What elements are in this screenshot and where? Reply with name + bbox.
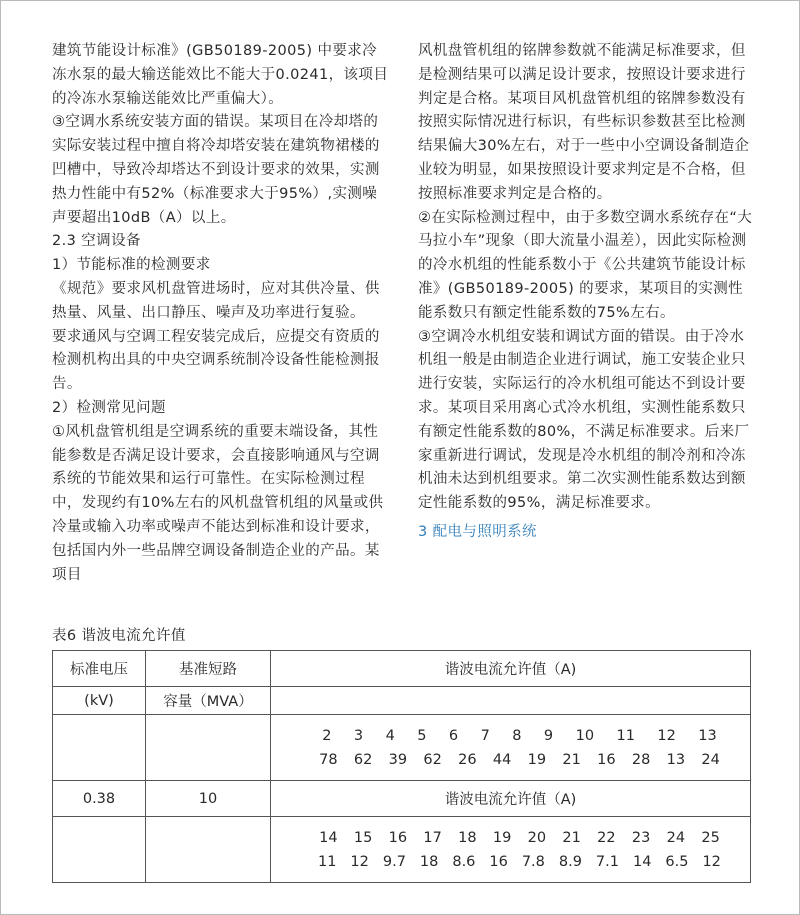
harmonic-values-row <box>271 752 750 768</box>
harmonic-order: 12 <box>657 727 676 744</box>
empty-cell <box>53 715 146 781</box>
harmonic-orders-row <box>271 728 750 744</box>
harmonic-values-row <box>271 854 750 870</box>
harmonic-value: 16 <box>489 853 508 870</box>
empty-cell <box>146 715 271 781</box>
capacity-value: 10 <box>146 781 271 817</box>
harmonic-orders-row <box>271 830 750 846</box>
paragraph: 风机盘管机组的铭牌参数就不能满足标准要求，但是检测结果可以满足设计要求，按照设计要求进行判定是合格。某项目风机盘管机组的铭牌参数没有按照实际情况进行标识，有些标识参数甚至比检测结果偏大30%左右，对于一些中小空调设备制造企业较为明显，如果按照设计要求判定是不合格，但按照标准要求判定是合格的。 <box>418 43 750 202</box>
subheading: 1）节能标准的检测要求 <box>52 257 211 274</box>
harmonic-order: 14 <box>319 829 338 846</box>
subsection-heading: 2.3 空调设备 <box>52 233 141 250</box>
harmonic-order: 8 <box>512 727 522 744</box>
harmonic-order: 19 <box>492 829 512 846</box>
harmonic-order: 24 <box>666 829 686 846</box>
harmonic-value: 26 <box>458 751 477 768</box>
harmonic-value: 44 <box>492 751 512 768</box>
harmonic-order: 3 <box>353 727 364 744</box>
harmonic-value: 7.1 <box>595 853 619 870</box>
harmonic-order: 18 <box>458 829 477 846</box>
harmonic-order: 7 <box>480 727 490 744</box>
harmonic-value: 62 <box>353 751 373 768</box>
harmonic-value: 11 <box>317 853 337 870</box>
section-heading: 3 配电与照明系统 <box>418 523 537 540</box>
harmonic-block-1 <box>271 715 751 781</box>
subheading: 2）检测常见问题 <box>52 399 166 416</box>
harmonic-order: 16 <box>388 829 408 846</box>
paragraph: 《规范》要求风机盘管进场时，应对其供冷量、供热量、风量、出口静压、噪声及功率进行复验。 <box>52 280 380 321</box>
left-column <box>52 40 390 587</box>
harmonic-value: 8.6 <box>452 853 476 870</box>
harmonic-order: 15 <box>353 829 373 846</box>
harmonic-current-table <box>52 650 751 883</box>
harmonic-value: 78 <box>319 751 338 768</box>
paragraph: ①风机盘管机组是空调系统的重要末端设备，其性能参数是否满足设计要求，会直接影响通风与空调系统的节能效果和运行可靠性。在实际检测过程中，发现约有10%左右的风机盘管机组的风量或供冷量或输入功率或噪声不能达到标准和设计要求，包括国内外一些品牌空调设备制造企业的产品。某项目 <box>52 423 384 583</box>
harmonic-order: 17 <box>423 829 442 846</box>
header-harmonic: 谐波电流允许值（A) <box>271 651 751 687</box>
harmonic-value: 18 <box>419 853 439 870</box>
harmonic-order: 2 <box>322 727 332 744</box>
harmonic-order: 11 <box>616 727 635 744</box>
harmonic-value: 16 <box>597 751 616 768</box>
paragraph: ③空调水系统安装方面的错误。某项目在冷却塔的实际安装过程中擅自将冷却塔安装在建筑物裙楼的凹槽中，导致冷却塔达不到设计要求的效果，实测热力性能中有52%（标准要求大于95%）,实测噪声要超出10dB（A）以上。 <box>52 114 380 226</box>
harmonic-order: 4 <box>385 727 395 744</box>
paragraph: 建筑节能设计标准》(GB50189-2005) 中要求冷冻水泵的最大输送能效比不能大于0.0241，该项目的冷冻水泵输送能效比严重偏大）。 <box>52 43 389 107</box>
harmonic-value: 12 <box>350 853 369 870</box>
header-capacity: 基准短路 <box>146 651 271 687</box>
header-voltage-unit: (kV) <box>53 687 146 715</box>
harmonic-value: 28 <box>631 751 651 768</box>
empty-cell <box>53 817 146 883</box>
harmonic-value: 39 <box>388 751 408 768</box>
harmonic-order: 25 <box>701 829 720 846</box>
harmonic-value: 13 <box>666 751 686 768</box>
harmonic-order: 13 <box>698 727 717 744</box>
harmonic-value: 7.8 <box>521 853 545 870</box>
harmonic-order: 23 <box>631 829 651 846</box>
harmonic-value: 9.7 <box>382 853 406 870</box>
header-capacity-unit: 容量（MVA） <box>146 687 271 715</box>
harmonic-order: 22 <box>597 829 616 846</box>
voltage-value: 0.38 <box>53 781 146 817</box>
harmonic-value: 8.9 <box>558 853 582 870</box>
harmonic-order: 6 <box>448 727 459 744</box>
harmonic-value: 12 <box>702 853 721 870</box>
paragraph: ③空调冷水机组安装和调试方面的错误。由于冷水机组一般是由制造企业进行调试，施工安装企业只进行安装，实际运行的冷水机组可能达不到设计要求。某项目采用离心式冷水机组，实测性能系数只有额定性能系数的80%，不满足标准要求。后来厂家重新进行调试，发现是冷水机组的制冷剂和冷冻机油未达到机组要求。第二次实测性能系数达到额定性能系数的95%，满足标准要求。 <box>418 328 750 512</box>
harmonic-value: 6.5 <box>665 853 689 870</box>
harmonic-order: 9 <box>543 727 554 744</box>
empty-cell <box>146 817 271 883</box>
harmonic-value: 14 <box>632 853 652 870</box>
harmonic-order: 20 <box>527 829 547 846</box>
harmonic-value: 62 <box>423 751 442 768</box>
harmonic-value: 24 <box>701 751 720 768</box>
harmonic-order: 21 <box>562 829 581 846</box>
harmonic-order: 5 <box>417 727 427 744</box>
harmonic-value: 21 <box>562 751 581 768</box>
paragraph: 要求通风与空调工程安装完成后，应提交有资质的检测机构出具的中央空调系统制冷设备性能检测报告。 <box>52 328 380 393</box>
harmonic-value: 19 <box>527 751 547 768</box>
right-column <box>418 40 756 545</box>
sub-header-harmonic: 谐波电流允许值（A) <box>271 781 751 817</box>
table-caption: 表6 谐波电流允许值 <box>52 628 186 644</box>
header-empty <box>271 687 751 715</box>
harmonic-block-2 <box>271 817 751 883</box>
harmonic-order: 10 <box>575 727 595 744</box>
header-voltage: 标准电压 <box>53 651 146 687</box>
paragraph: ②在实际检测过程中，由于多数空调水系统存在“大马拉小车”现象（即大流量小温差），因此实际检测的冷水机组的性能系数小于《公共建筑节能设计标准》(GB50189-2005) 的要求，某项目的实测性能系数只有额定性能系数的75%左右。 <box>418 209 753 321</box>
